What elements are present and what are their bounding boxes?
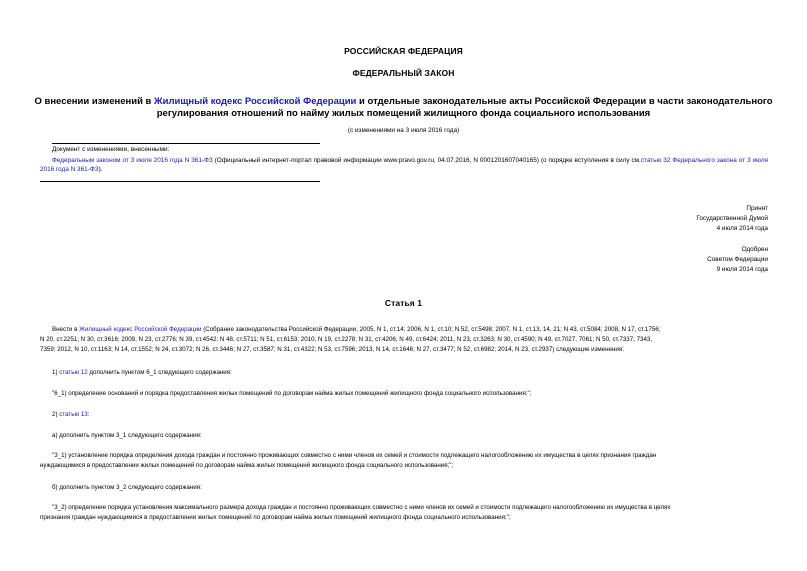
approved-block	[560, 245, 768, 275]
changes-text1: (Официальный интернет-портал правовой информации www.pravo.gov.ru, 04.07.2016, N 0001201607040165) (о порядке вступления в силу см.	[212, 157, 641, 164]
article-32-link[interactable]: статью 32	[640, 157, 671, 164]
amending-law-link-2[interactable]: Федерального закона от 3 июля 2016 года N 361-ФЗ	[40, 157, 769, 173]
changes-text	[40, 156, 768, 174]
bottom-divider	[40, 181, 320, 182]
approved-date: 9 июля 2014 года	[716, 266, 768, 273]
approved-body: Советом Федерации	[707, 256, 768, 263]
accepted-label: Принят	[746, 205, 768, 212]
article-intro	[40, 325, 768, 355]
article-12-link[interactable]: статью 12	[59, 369, 88, 376]
item1-text: дополнить пунктом 6_1 следующего содержания:	[87, 369, 232, 376]
subitem-b: б) дополнить пунктом 3_2 следующего содержания:	[52, 484, 202, 491]
doc-type-heading: ФЕДЕРАЛЬНЫЙ ЗАКОН	[352, 68, 455, 78]
revision-note: (с изменениями на 3 июля 2016 года)	[347, 127, 460, 134]
subitem-a-quote-line2: нуждающимися в предоставлении жилых помещений по договорам найма жилых помещений жилищного фонда социального использования;";	[40, 462, 454, 469]
title-part1: О внесении изменений в	[34, 96, 155, 107]
approved-label: Одобрен	[741, 246, 768, 253]
changes-text2: ).	[98, 166, 103, 173]
item1-number: 1)	[52, 369, 60, 376]
article-heading: Статья 1	[384, 298, 423, 308]
title-part2: и отдельные законодательные акты Российской Федерации в части законодательного	[356, 96, 773, 107]
item-1	[52, 368, 232, 378]
item-2	[52, 410, 89, 420]
subitem-b-quote-line2: признания граждан нуждающимися в предоставлении жилых помещений по договорам найма жилых помещений жилищного фонда социального использования;";	[40, 514, 511, 521]
item-1-quote: "6_1) определение оснований и порядка предоставления жилых помещений по договорам найма жилых помещений жилищного фонда социального использования;";	[52, 390, 532, 397]
accepted-date: 4 июля 2014 года	[716, 225, 768, 232]
intro-line2: N 20, ст.2251; N 30, ст.3616; 2009, N 23, ст.2776; N 39, ст.4542; N 48, ст.5711; N 51, ст.6153; 2010, N 19, ст.2278; N 31, ст.4206; N 49, ст.6424; 2011, N 23, ст.3263; N 30, ст.4590; N 49, ст.7027, 7061; N 50, ст.7337, 7343,	[40, 336, 653, 343]
item2-text: :	[87, 411, 90, 418]
subitem-b-quote	[40, 503, 768, 523]
subitem-a-quote-line1: "3_1) установление порядка определения дохода граждан и постоянно проживающих совместно с ними членов их семей и стоимости подлежащего налогообложению их имущества в целях признания граждан	[52, 452, 657, 459]
housing-code-link[interactable]: Жилищный кодекс Российской Федерации	[154, 96, 357, 107]
item2-number: 2)	[52, 411, 60, 418]
accepted-body: Государственной Думой	[696, 215, 768, 222]
article-13-link[interactable]: статью 13	[59, 411, 88, 418]
accepted-block	[560, 204, 768, 234]
subitem-a: а) дополнить пунктом 3_1 следующего содержания:	[52, 432, 202, 439]
title-line2: регулирования отношений по найму жилых помещений жилищного фонда социального использования	[156, 108, 651, 119]
subitem-b-quote-line1: "3_2) определение порядка установления максимального размера дохода граждан и постоянно проживающих совместно с ними членов их семей и стоимости подлежащего налогообложению их имущества в целях	[52, 504, 671, 511]
document-title	[0, 96, 807, 120]
top-divider	[52, 143, 320, 144]
intro-b: (Собрание законодательства Российской Федерации, 2005, N 1, ст.14; 2006, N 1, ст.10; N 52, ст.5498; 2007, N 1, ст.13, 14, 21; N 43, ст.5084; 2008, N 17, ст.1756;	[201, 326, 661, 333]
subitem-a-quote	[40, 451, 768, 471]
country-heading: РОССИЙСКАЯ ФЕДЕРАЦИЯ	[344, 46, 463, 56]
intro-housing-code-link[interactable]: Жилищный кодекс Российской Федерации	[79, 326, 202, 333]
intro-a: Внести в	[52, 326, 80, 333]
intro-line3: 7359; 2012, N 10, ст.1163; N 14, ст.1552; N 24, ст.3072; N 26, ст.3446; N 27, ст.3587; N 31, ст.4322; N 53, ст.7596; 2013, N 14, ст.1646; N 27, ст.3477; N 52, ст.6982; 2014, N 23, ст.2937) следующие изменения:	[40, 346, 624, 353]
changes-heading: Документ с изменениями, внесенными:	[52, 146, 170, 153]
amending-law-link[interactable]: Федеральным законом от 3 июля 2016 года N 361-ФЗ	[52, 157, 213, 164]
